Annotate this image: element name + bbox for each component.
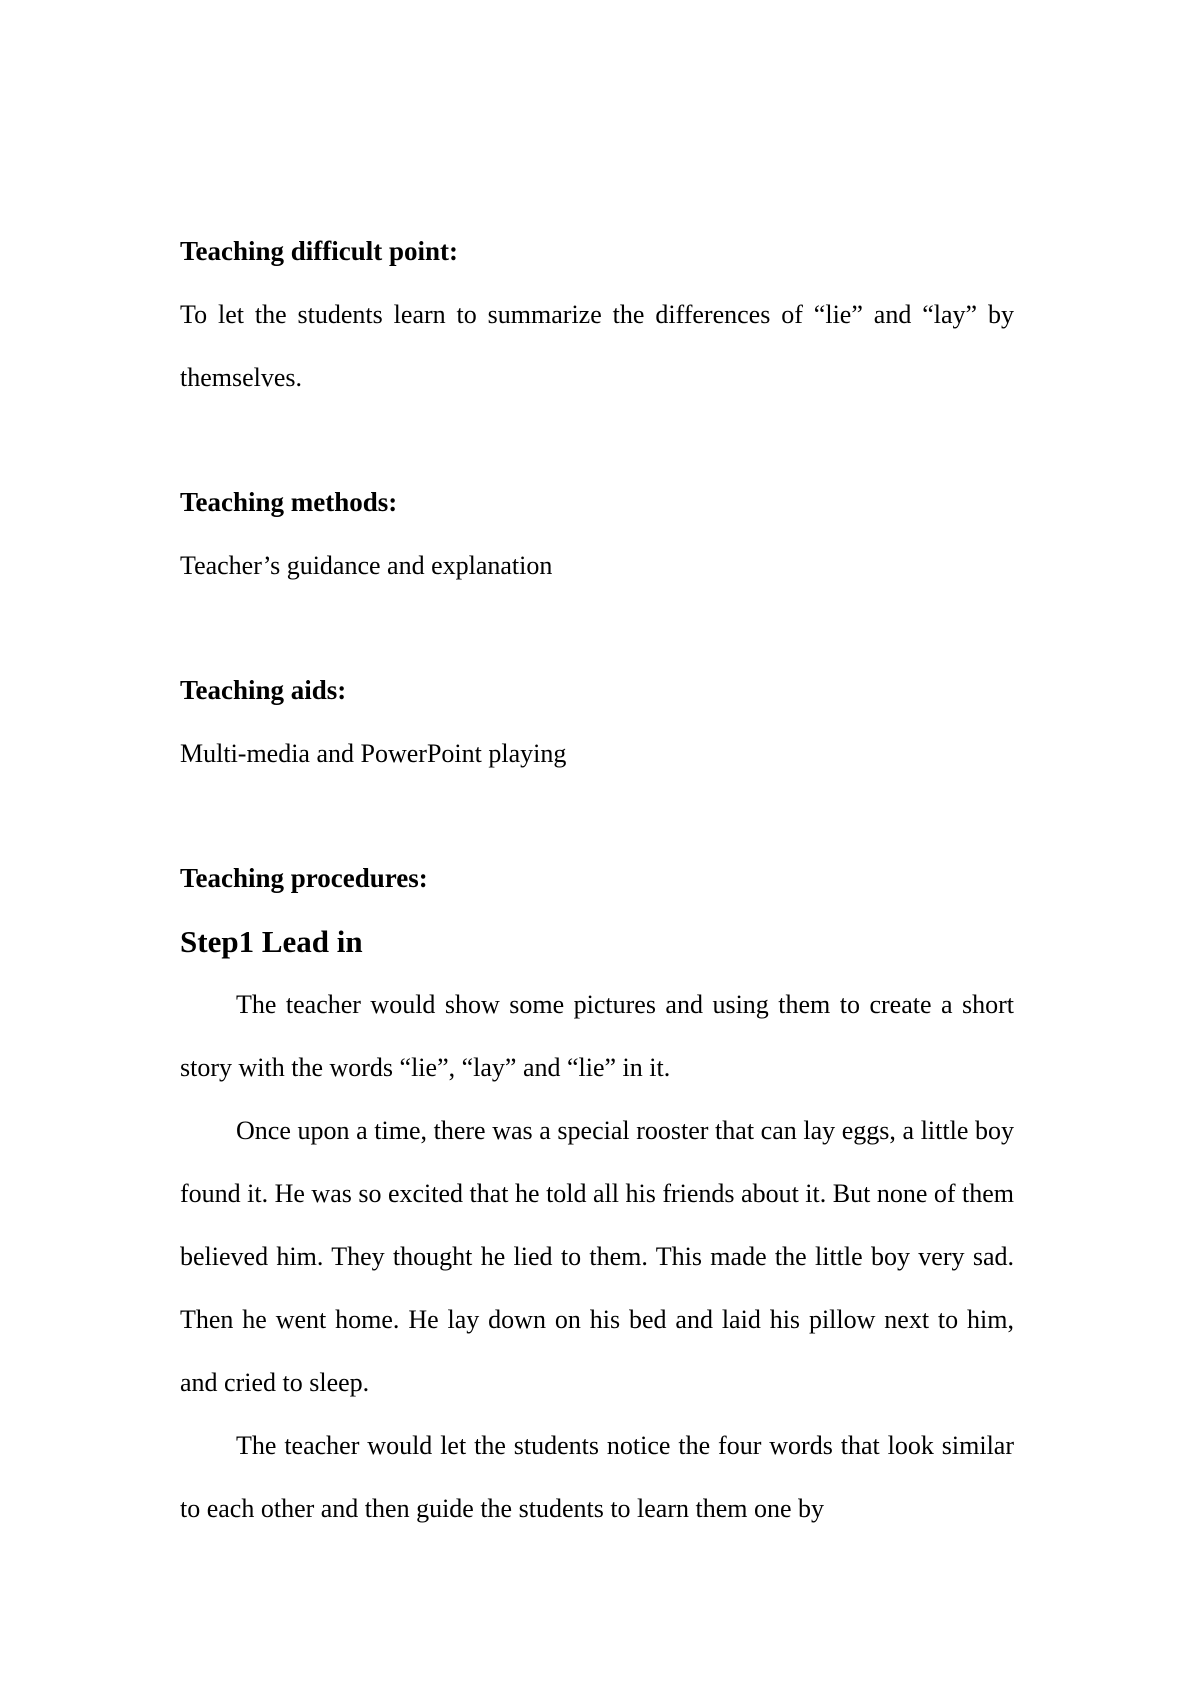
heading-teaching-procedures: Teaching procedures: [180,863,428,893]
heading-teaching-aids: Teaching aids: [180,675,347,705]
text-teaching-methods: Teacher’s guidance and explanation [180,551,553,580]
step1-title: Step1 Lead in [180,924,363,959]
text-difficult-point: To let the students learn to summarize the differences of “lie” and “lay” by themselves. [180,300,1014,392]
document-page [180,0,1014,1684]
text-teaching-aids: Multi-media and PowerPoint playing [180,739,567,768]
heading-teaching-methods: Teaching methods: [180,487,398,517]
procedure-paragraph-3: The teacher would let the students notice the four words that look similar to each other and then guide the students to learn them one by [180,1431,1014,1523]
procedure-paragraph-1: The teacher would show some pictures and using them to create a short story with the words “lie”, “lay” and “lie” in it. [180,990,1014,1082]
heading-difficult-point: Teaching difficult point: [180,236,459,266]
procedure-paragraph-2: Once upon a time, there was a special rooster that can lay eggs, a little boy found it. He was so excited that he told all his friends about it. But none of them believed him. They thought he lied to them. This made the little boy very sad. Then he went home. He lay down on his bed and laid his pillow next to him, and cried to sleep. [180,1116,1015,1397]
